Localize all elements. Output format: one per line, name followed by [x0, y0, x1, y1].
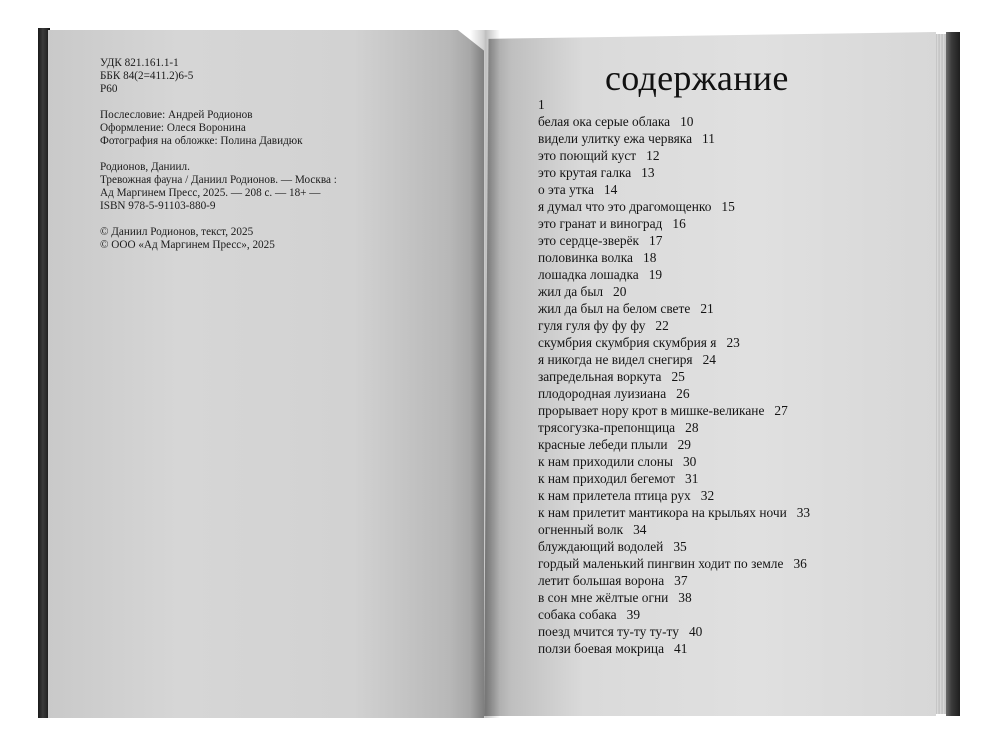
contents-entry-title: это гранат и виноград: [538, 216, 663, 231]
contents-entry-title: к нам приходил бегемот: [538, 471, 675, 486]
contents-entry: [538, 232, 918, 249]
contents-entry-page: 23: [726, 335, 740, 350]
imprint-line: Родионов, Даниил.: [100, 161, 190, 173]
contents-entry: [538, 453, 918, 470]
contents-entry: [538, 300, 918, 317]
contents-entry-page: 34: [633, 522, 647, 537]
contents-entry-page: 26: [676, 386, 690, 401]
contents-entry-page: 30: [682, 454, 697, 469]
contents-entry: [538, 589, 918, 606]
contents-entry-title: летит большая ворона: [538, 573, 665, 588]
contents-entry-title: прорывает нору крот в мишке-великане: [538, 403, 765, 418]
contents-entry: [538, 504, 918, 521]
contents-entry-page: 35: [673, 539, 687, 554]
contents-entry-title: это крутая галка: [538, 165, 632, 180]
contents-entry-title: это сердце-зверёк: [538, 233, 640, 248]
contents-entry-title: трясогузка-препонщица: [538, 420, 676, 435]
contents-entry-title: блуждающий водолей: [538, 539, 664, 554]
contents-entry-title: видели улитку ежа червяка: [538, 131, 693, 146]
imprint-line: © ООО «Ад Маргинем Пресс», 2025: [100, 239, 275, 251]
imprint-line: Тревожная фауна / Даниил Родионов. — Москва :: [100, 174, 337, 186]
imprint-line: ISBN 978-5-91103-880-9: [100, 200, 216, 212]
contents-entry-title: белая ока серые облака: [538, 114, 671, 129]
contents-entry-title: о эта утка: [538, 182, 594, 197]
contents-entry-page: 40: [688, 624, 703, 639]
contents-entry-page: 29: [677, 437, 691, 452]
contents-entry-title: к нам прилетела птица рух: [538, 488, 691, 503]
contents-entry: [538, 283, 918, 300]
contents-entry-title: жил да был на белом свете: [538, 301, 691, 316]
contents-entry-title: жил да был: [538, 284, 604, 299]
contents-entry-title: половинка волка: [538, 250, 633, 265]
contents-entry: [538, 334, 918, 351]
imprint-line: Фотография на обложке: Полина Давидюк: [100, 135, 303, 147]
contents-entry: [538, 181, 918, 198]
contents-entry-page: 15: [721, 199, 735, 214]
contents-entry: [538, 164, 918, 181]
contents-entry-page: 13: [641, 165, 655, 180]
contents-entry: [538, 606, 918, 623]
contents-entry-page: 14: [603, 182, 618, 197]
contents-entry-title: я никогда не видел снегиря: [538, 352, 693, 367]
contents-entry-title: ползи боевая мокрица: [538, 641, 665, 656]
contents-entry-title: в сон мне жёлтые огни: [538, 590, 669, 605]
imprint-line: ББК 84(2=411.2)6-5: [100, 70, 194, 82]
contents-entry-page: 36: [793, 556, 807, 571]
contents-entry-title: лошадка лошадка: [538, 267, 639, 282]
contents-entry: [538, 640, 918, 657]
imprint-spacer: [100, 96, 460, 109]
contents-entry-title: к нам прилетит мантикора на крыльях ночи: [538, 505, 787, 520]
imprint-spacer: [100, 148, 460, 161]
contents-entry: [538, 487, 918, 504]
imprint-spacer: [100, 213, 460, 226]
contents-entry-page: 31: [685, 471, 699, 486]
contents-entry-title: красные лебеди плыли: [538, 437, 668, 452]
contents-entry-page: 10: [680, 114, 694, 129]
contents-entry-title: запредельная воркута: [538, 369, 662, 384]
contents-entry-page: 16: [672, 216, 686, 231]
contents-entry-page: 27: [774, 403, 788, 418]
imprint-line: Р60: [100, 83, 118, 95]
contents-entry-title: это поющий куст: [538, 148, 637, 163]
contents-entry-page: 12: [646, 148, 660, 163]
contents-entry-title: плодородная луизиана: [538, 386, 667, 401]
imprint-line: УДК 821.161.1-1: [100, 57, 179, 69]
contents-entry: [538, 521, 918, 538]
imprint-line: Оформление: Олеся Воронина: [100, 122, 246, 134]
contents-entry-title: к нам приходили слоны: [538, 454, 673, 469]
contents-entry-page: 41: [674, 641, 688, 656]
contents-entry: [538, 419, 918, 436]
contents-entry: [538, 385, 918, 402]
contents-entry-page: 38: [678, 590, 692, 605]
contents-title: содержание: [605, 58, 789, 98]
contents-entry-page: 39: [626, 607, 641, 622]
contents-entry-title: скумбрия скумбрия скумбрия я: [538, 335, 717, 350]
contents-entry: [538, 351, 918, 368]
contents-entry-page: 18: [643, 250, 657, 265]
contents-entry: [538, 623, 918, 640]
contents-entry: [538, 249, 918, 266]
contents-entry: [538, 470, 918, 487]
contents-entry: [538, 266, 918, 283]
contents-entry: [538, 402, 918, 419]
imprint-line: © Даниил Родионов, текст, 2025: [100, 226, 254, 238]
contents-entry-title: гордый маленький пингвин ходит по земле: [538, 556, 784, 571]
contents-entry: [538, 198, 918, 215]
contents-entry-page: 21: [700, 301, 714, 316]
imprint-line: Ад Маргинем Пресс, 2025. — 208 с. — 18+ —: [100, 187, 321, 199]
contents-entry: [538, 555, 918, 572]
contents-entry: [538, 436, 918, 453]
contents-entry: [538, 538, 918, 555]
contents-entry-title: гуля гуля фу фу фу: [538, 318, 646, 333]
contents-entry-first: 1: [538, 97, 545, 112]
contents-list: [538, 96, 918, 657]
contents-entry: [538, 113, 918, 130]
imprint-line: Послесловие: Андрей Родионов: [100, 109, 253, 121]
contents-entry-page: 19: [648, 267, 663, 282]
contents-entry-title: я думал что это драгомощенко: [538, 199, 712, 214]
contents-entry: [538, 147, 918, 164]
contents-entry-page: 37: [674, 573, 688, 588]
contents-entry-page: 20: [613, 284, 627, 299]
contents-entry: [538, 572, 918, 589]
imprint-block: [100, 57, 460, 252]
contents-entry-title: поезд мчится ту-ту ту-ту: [538, 624, 679, 639]
contents-entry-page: 32: [700, 488, 715, 503]
contents-entry-page: 28: [685, 420, 699, 435]
contents-entry-title: огненный волк: [538, 522, 624, 537]
contents-entry: [538, 317, 918, 334]
contents-entry-page: 17: [649, 233, 663, 248]
contents-entry-page: 25: [671, 369, 685, 384]
contents-entry: [538, 215, 918, 232]
contents-entry: [538, 368, 918, 385]
book-gutter: [470, 30, 500, 718]
contents-entry-page: 24: [702, 352, 716, 367]
book-cover-right-edge: [946, 32, 960, 716]
contents-entry-page: 11: [702, 131, 715, 146]
contents-entry: [538, 130, 918, 147]
contents-entry-page: 22: [655, 318, 669, 333]
contents-entry-title: собака собака: [538, 607, 617, 622]
contents-entry-page: 33: [796, 505, 811, 520]
